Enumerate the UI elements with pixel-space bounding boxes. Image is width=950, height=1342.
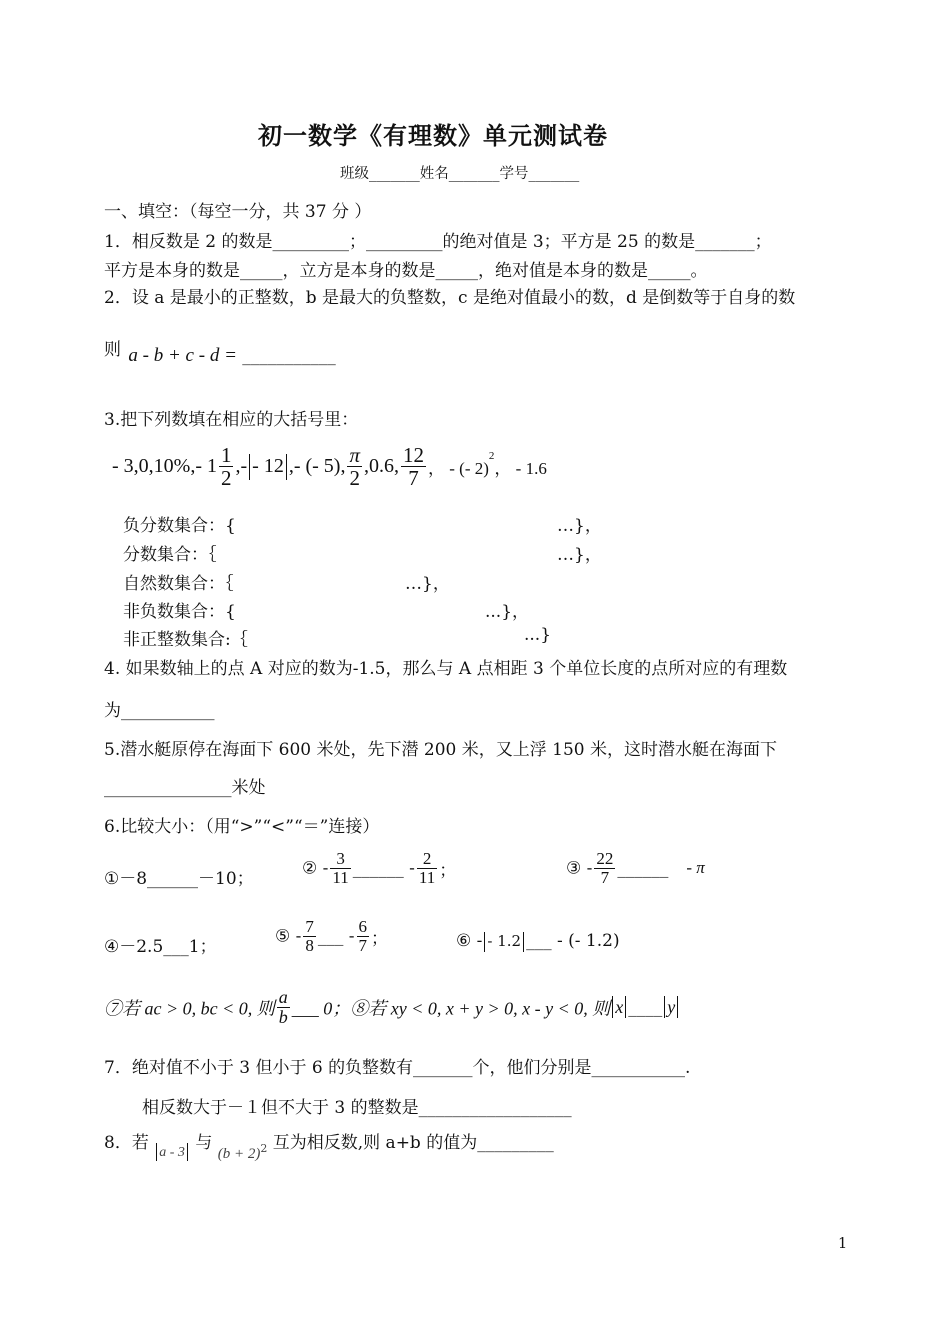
- set-end: …}，: [557, 545, 602, 565]
- abs-y: y: [667, 996, 676, 1017]
- abs-bar-right: [286, 454, 287, 480]
- compare-7-8-middle: ___ 0；⑧若 xy < 0, x + y > 0, x - y < 0, 则: [291, 998, 611, 1019]
- abs-bar-left: [612, 996, 613, 1018]
- set-negative-fractions: [123, 511, 236, 536]
- compare-2-middle: ______ -: [352, 858, 415, 879]
- abs-bar-left: [664, 996, 665, 1018]
- question-1-line-2: 平方是本身的数是_____，立方是本身的数是_____，绝对值是本身的数是_____。: [104, 261, 708, 281]
- abs-bar-right: [625, 996, 626, 1018]
- set-label: 负分数集合：{: [123, 516, 236, 536]
- number-list-part: ,- (- 5),: [288, 455, 346, 478]
- compare-5: [275, 918, 388, 955]
- compare-2-prefix: ② -: [302, 858, 329, 879]
- number-list-part: - 3,0,10%,- 1: [112, 455, 217, 478]
- compare-3-end: - π: [686, 858, 705, 878]
- question-8-end: 互为相反数,则 a+b 的值为_________: [272, 1133, 554, 1153]
- question-6-title: 6.比较大小：（用“>”“<”“＝”连接）: [104, 817, 380, 837]
- compare-2: [302, 850, 456, 887]
- question-1-line-1: 1．相反数是 2 的数是_________；_________的绝对值是 3；平方是 25 的数是_______；: [104, 232, 772, 252]
- abs-value-content: - 12: [252, 455, 284, 478]
- question-2-blank: ___________: [242, 346, 336, 366]
- fraction-7-8: $\frac{7}{8}$: [305, 917, 314, 955]
- set-natural-numbers: 自然数集合：｛: [123, 574, 234, 594]
- compare-5-middle: ___ -: [317, 926, 355, 947]
- question-3-title: 3.把下列数填在相应的大括号里：: [104, 410, 359, 430]
- set-fractions: 分数集合：｛: [123, 545, 217, 565]
- question-4-line-1: 4. 如果数轴上的点 A 对应的数为-1.5，那么与 A 点相距 3 个单位长度的点所对应的有理数: [104, 659, 788, 679]
- compare-3-middle: ______: [617, 858, 669, 879]
- question-8-abs: a - 3: [154, 1144, 190, 1160]
- question-8-prefix: 8．若: [104, 1133, 149, 1153]
- compare-7-8: [104, 988, 680, 1027]
- fraction-one-half: $\frac{1}{2}$: [220, 443, 232, 491]
- page-number: 1: [838, 1236, 848, 1252]
- compare-3-prefix: ③ -: [566, 858, 593, 879]
- abs-bar-left: [484, 932, 485, 952]
- exponent: 2: [488, 450, 495, 463]
- set-non-positive-integers: 非正整数集合:｛: [123, 630, 248, 650]
- question-7-line-2: 相反数大于－１但不大于 3 的整数是__________________: [142, 1098, 572, 1118]
- set-end: ...}，: [485, 602, 530, 622]
- abs-bar-left: [249, 454, 250, 480]
- question-7-line-1: 7．绝对值不小于 3 但小于 6 的负整数有_______个，他们分别是___________.: [104, 1058, 691, 1078]
- question-4-line-2: 为___________: [104, 701, 215, 721]
- question-2-line-1: 2．设 a 是最小的正整数，b 是最大的负整数，c 是绝对值最小的数，d 是倒数等于自身的数: [104, 288, 796, 308]
- number-list-part: ， - (- 2): [428, 459, 489, 479]
- compare-6: [456, 931, 620, 952]
- compare-5-prefix: ⑤ -: [275, 926, 302, 947]
- question-3-number-list: [112, 444, 547, 489]
- compare-6-prefix: ⑥ -: [456, 931, 483, 951]
- number-list-part: ， - 1.6: [494, 459, 547, 479]
- question-2-line-2: [104, 341, 336, 367]
- student-info-line: 班级_______姓名_______学号_______: [340, 166, 580, 182]
- set-end: ...}: [524, 625, 552, 645]
- question-5-line-2: _______________米处: [104, 778, 266, 798]
- fraction-6-7: $\frac{6}{7}$: [358, 917, 368, 955]
- question-2-expression: a - b + c - d =: [128, 345, 237, 366]
- set-end: …}，: [405, 574, 450, 594]
- fraction-pi-over-two: $\frac{\pi}{2}$: [349, 443, 360, 491]
- question-8: [104, 1128, 554, 1162]
- fraction-twelve-sevenths: $\frac{12}{7}$: [403, 443, 424, 491]
- compare-8-blank: ____: [628, 997, 663, 1018]
- abs-bar-right: [187, 1143, 188, 1161]
- page-title: 初一数学《有理数》单元测试卷: [258, 122, 608, 150]
- compare-2-end: ；: [439, 860, 457, 881]
- fraction-22-7: $\frac{22}{7}$: [596, 849, 614, 887]
- number-list-part: ,-: [235, 455, 248, 478]
- compare-4: ④－2.5___1；: [104, 937, 217, 957]
- set-non-negative: 非负数集合：{: [123, 602, 236, 622]
- compare-1: ①－8______－10；: [104, 869, 254, 889]
- abs-x: x: [615, 996, 624, 1017]
- section-heading: 一、填空：（每空一分，共 37 分 ）: [104, 202, 372, 222]
- question-8-square: $(b + 2)^2$: [217, 1142, 268, 1162]
- question-2-prefix: 则: [104, 340, 121, 360]
- question-8-with: 与: [195, 1133, 213, 1153]
- compare-6-middle: ___ - (- 1.2): [526, 931, 620, 951]
- set-end: …}，: [557, 516, 602, 536]
- abs-bar-right: [677, 996, 678, 1018]
- compare-3: [566, 850, 705, 887]
- abs-bar-right: [523, 932, 524, 952]
- question-5-line-1: 5.潜水艇原停在海面下 600 米处，先下潜 200 米，又上浮 150 米，这时潜水艇在海面下: [104, 740, 777, 760]
- fraction-3-11: $\frac{3}{11}$: [332, 849, 349, 887]
- compare-7-prefix: ⑦若 ac > 0, bc < 0, 则: [104, 998, 275, 1019]
- compare-6-abs: - 1.2: [487, 932, 522, 950]
- number-list-part: ,0.6,: [364, 455, 399, 478]
- abs-bar-left: [156, 1143, 157, 1161]
- fraction-2-11: $\frac{2}{11}$: [418, 849, 436, 887]
- fraction-a-b: $\frac{a}{b}$: [278, 987, 288, 1027]
- compare-5-end: ；: [371, 928, 389, 949]
